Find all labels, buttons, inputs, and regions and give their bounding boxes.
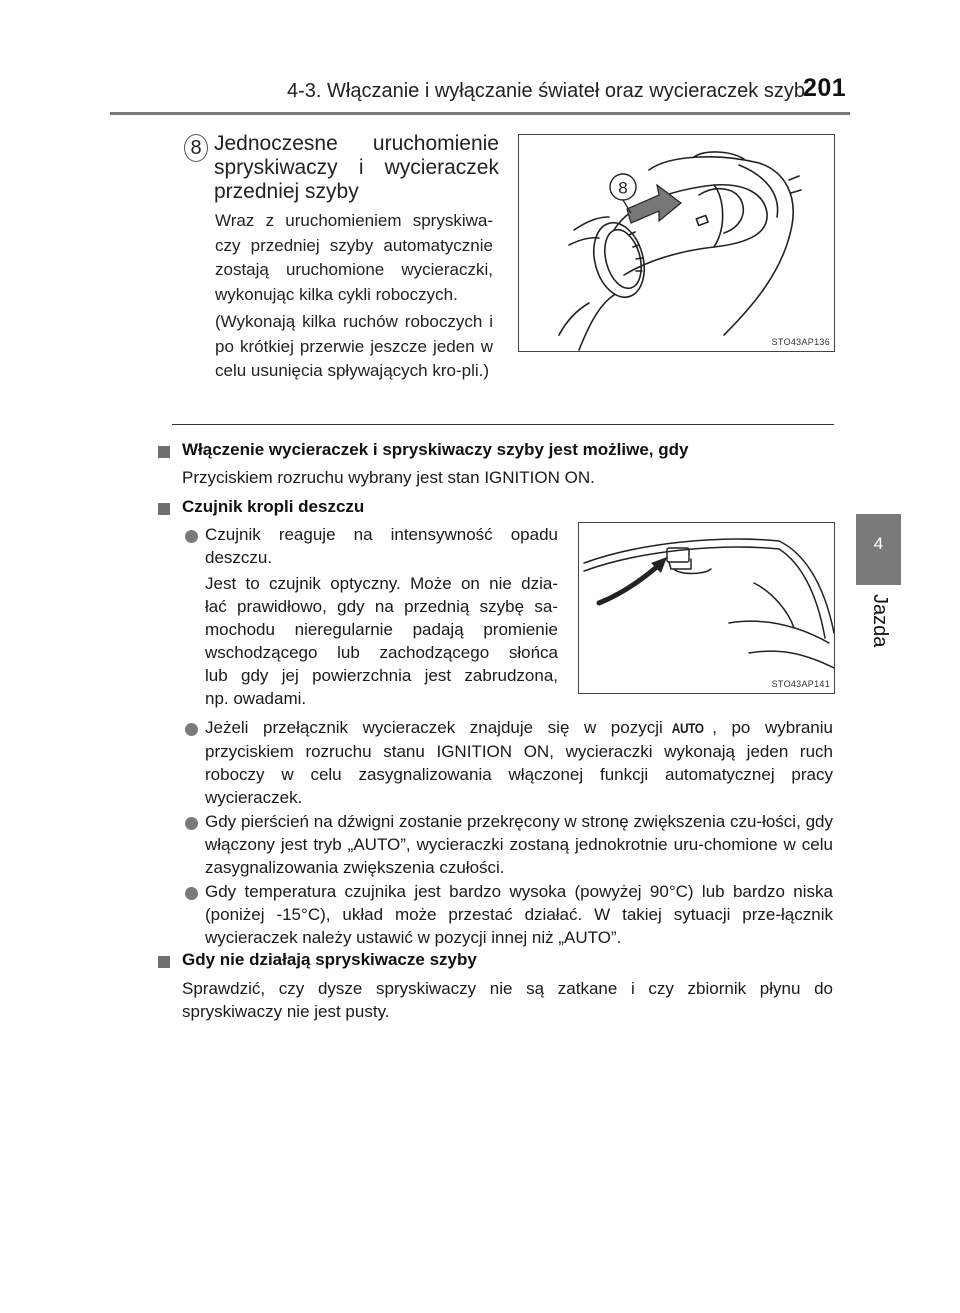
item-heading-line: Jednoczesne uruchomienie (214, 132, 499, 155)
item-heading (214, 132, 499, 204)
section-separator (172, 424, 834, 425)
text-line: deszczu. (205, 548, 273, 567)
item-paragraph: Wraz z uruchomieniem spryskiwa-czy przedniej szyby automatycznie zostają uruchomione wycieraczki, wykonując kilka cykli roboczych. (215, 211, 493, 304)
item-paragraph: (Wykonają kilka ruchów roboczych i po krótkiej przerwie jeszcze jeden w celu usunięcia spływających kro-pli.) (215, 312, 493, 380)
text-line: łać prawidłowo, gdy na przednią szybę sa- (205, 597, 558, 616)
section-square-icon (158, 503, 170, 515)
text-line: np. owadami. (205, 689, 307, 708)
section-heading: Gdy nie działają spryskiwacze szyby (182, 950, 477, 969)
text-line: wschodzącego lub zachodzącego słońca (205, 643, 558, 662)
figure-callout-label: 8 (618, 178, 628, 198)
item-heading-line: spryskiwaczy i wycieraczek (214, 156, 499, 179)
wiper-lever-figure (518, 134, 835, 352)
bullet-dot-icon (185, 817, 198, 830)
bullet-paragraph (205, 572, 558, 710)
windshield-sensor-illustration (579, 523, 835, 694)
section-text: Przyciskiem rozruchu wybrany jest stan IGNITION ON. (182, 468, 595, 487)
figure-code: STO43AP136 (771, 337, 830, 347)
bullet-text: Gdy pierścień na dźwigni zostanie przekręcony w stronę zwiększenia czu-łości, gdy włączony jest tryb „AUTO”, wycieraczki zostaną jednokrotnie uru-chomione w celu zasygnalizowania zwiększenia czułości. (205, 812, 833, 877)
section-heading: Włączenie wycieraczek i spryskiwaczy szyby jest możliwe, gdy (182, 440, 689, 459)
section-square-icon (158, 956, 170, 968)
item-heading-line: przedniej szyby (214, 180, 359, 203)
chapter-number: 4 (873, 534, 884, 553)
page-number: 201 (803, 74, 847, 102)
text-line: Czujnik reaguje na intensywność opadu (205, 525, 558, 544)
text-line: Jest to czujnik optyczny. Może on nie dzia- (205, 574, 558, 593)
section-heading: Czujnik kropli deszczu (182, 497, 365, 516)
windshield-sensor-figure (578, 522, 835, 694)
bullet-text (205, 523, 558, 569)
section-text: Sprawdzić, czy dysze spryskiwaczy nie są zatkane i czy zbiornik płynu do spryskiwaczy nie jest pusty. (182, 979, 833, 1021)
text-line: lub gdy jej powierzchnia jest zabrudzona, (205, 666, 558, 685)
item-number-badge: 8 (184, 134, 208, 162)
figure-code: STO43AP141 (771, 679, 830, 689)
bullet-text: Gdy temperatura czujnika jest bardzo wysoka (powyżej 90°C) lub bardzo niska (poniżej -15°C), układ może przestać działać. W takiej sytuacji prze-łącznik wycieraczek należy ustawić w pozycji innej niż „AUTO”. (205, 882, 833, 947)
header-rule (110, 112, 850, 115)
bullet-text (205, 716, 833, 809)
bullet-text-pre: Jeżeli przełącznik wycieraczek znajduje się w pozycji (205, 718, 663, 737)
bullet-dot-icon (185, 723, 198, 736)
auto-symbol-icon: AUTO (671, 720, 704, 736)
chapter-label-box (856, 592, 901, 662)
text-line: mochodu nieregularnie padają promienie (205, 620, 558, 639)
section-square-icon (158, 446, 170, 458)
bullet-dot-icon (185, 887, 198, 900)
wiper-lever-illustration (519, 135, 835, 352)
bullet-dot-icon (185, 530, 198, 543)
bullet-text-post: , po wybraniu przyciskiem rozruchu stanu IGNITION ON, wycieraczki wykonają jeden ruch roboczy w celu zasygnalizowania włączonej funkcji automatycznej pracy wycieraczek. (205, 718, 833, 807)
chapter-label: Jazda (869, 594, 891, 648)
section-title: 4-3. Włączanie i wyłączanie świateł oraz wycieraczek szyb (287, 80, 805, 102)
